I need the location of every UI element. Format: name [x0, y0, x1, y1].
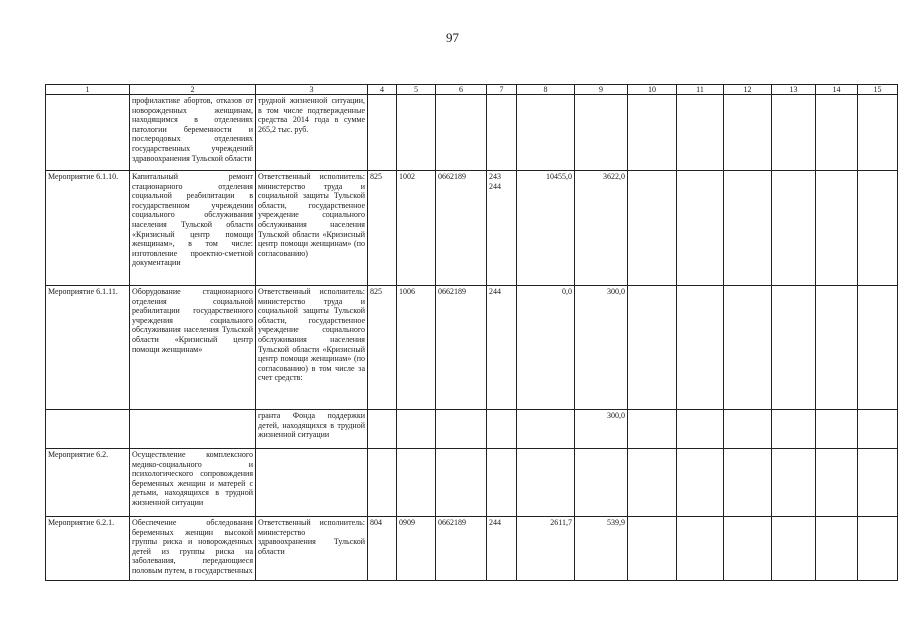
page-number: 97	[446, 30, 459, 45]
cell-col6: 0662189	[436, 171, 487, 286]
column-number: 14	[816, 85, 858, 95]
column-number: 3	[256, 85, 368, 95]
column-number: 13	[772, 85, 816, 95]
cell-col7	[487, 95, 517, 171]
empty-cell	[724, 95, 772, 171]
column-number: 9	[575, 85, 628, 95]
activity-description	[130, 410, 256, 449]
empty-cell	[772, 95, 816, 171]
cell-col6	[436, 449, 487, 517]
empty-cell	[772, 410, 816, 449]
activity-description: Обеспечение обследования беременных женщин высокой группы риска и новорожденных детей из группы риска на заболевания, передающиеся половым путем, в государственных	[130, 517, 256, 581]
empty-cell	[677, 95, 724, 171]
activity-description: Оборудование стационарного отделения социальной реабилитации государственного учреждения социального обслуживания населения Тульской области «Кризисный центр помощи женщинам»	[130, 286, 256, 410]
empty-cell	[677, 449, 724, 517]
cell-col4: 804	[368, 517, 397, 581]
column-number: 11	[677, 85, 724, 95]
table-row	[46, 517, 898, 581]
empty-cell	[677, 517, 724, 581]
column-number: 15	[858, 85, 898, 95]
cell-col7	[487, 449, 517, 517]
responsible-executor: Ответственный исполнитель: министерство труда и социальной защиты Тульской области, государственное учреждение социального обслуживания населения Тульской области «Кризисный центр помощи женщинам» (по согласованию) в том числе за счет средств:	[256, 286, 368, 410]
responsible-executor: Ответственный исполнитель: министерство труда и социальной защиты Тульской области, государственное учреждение социального обслуживания населения Тульской области «Кризисный центр помощи женщинам» (по согласованию)	[256, 171, 368, 286]
activity-description: Осуществление комплексного медико-социального и психологического сопровождения беременных женщин и матерей с детьми, находящихся в трудной жизненной ситуации	[130, 449, 256, 517]
activity-code	[46, 95, 130, 171]
cell-col5	[397, 95, 436, 171]
empty-cell	[816, 449, 858, 517]
activity-code	[46, 410, 130, 449]
cell-col5	[397, 410, 436, 449]
empty-cell	[724, 410, 772, 449]
column-number: 7	[487, 85, 517, 95]
cell-col4: 825	[368, 286, 397, 410]
cell-col4	[368, 449, 397, 517]
cell-col7	[487, 410, 517, 449]
activity-code: Мероприятие 6.1.10.	[46, 171, 130, 286]
cell-col4	[368, 95, 397, 171]
activity-code: Мероприятие 6.2.1.	[46, 517, 130, 581]
cell-col8: 2611,7	[517, 517, 575, 581]
cell-col7: 244	[487, 517, 517, 581]
cell-col5: 1002	[397, 171, 436, 286]
table-row	[46, 410, 898, 449]
cell-col6	[436, 95, 487, 171]
empty-cell	[628, 410, 677, 449]
cell-col9: 539,9	[575, 517, 628, 581]
table-row	[46, 449, 898, 517]
empty-cell	[724, 286, 772, 410]
responsible-executor	[256, 449, 368, 517]
empty-cell	[858, 517, 898, 581]
cell-col8: 10455,0	[517, 171, 575, 286]
cell-col6: 0662189	[436, 286, 487, 410]
empty-cell	[677, 171, 724, 286]
cell-col4: 825	[368, 171, 397, 286]
cell-col6: 0662189	[436, 517, 487, 581]
cell-col8	[517, 449, 575, 517]
table-row	[46, 95, 898, 171]
empty-cell	[724, 171, 772, 286]
empty-cell	[858, 410, 898, 449]
empty-cell	[858, 95, 898, 171]
empty-cell	[816, 95, 858, 171]
column-number: 12	[724, 85, 772, 95]
table-row	[46, 286, 898, 410]
empty-cell	[816, 171, 858, 286]
empty-cell	[772, 286, 816, 410]
cell-col9	[575, 95, 628, 171]
cell-col7: 244	[487, 286, 517, 410]
funding-source: гранта Фонда поддержки детей, находящихся в трудной жизненной ситуации	[256, 410, 368, 449]
cell-col6	[436, 410, 487, 449]
cell-col4	[368, 410, 397, 449]
cell-col9	[575, 449, 628, 517]
empty-cell	[772, 517, 816, 581]
cell-col5: 0909	[397, 517, 436, 581]
cell-col8	[517, 410, 575, 449]
responsible-executor: Ответственный исполнитель: министерство здравоохранения Тульской области	[256, 517, 368, 581]
empty-cell	[628, 449, 677, 517]
cell-col9: 3622,0	[575, 171, 628, 286]
responsible-executor: трудной жизненной ситуации, в том числе подтвержденные средства 2014 года в сумме 265,2 тыс. руб.	[256, 95, 368, 171]
empty-cell	[677, 286, 724, 410]
empty-cell	[816, 286, 858, 410]
empty-cell	[772, 171, 816, 286]
column-number: 6	[436, 85, 487, 95]
column-number: 1	[46, 85, 130, 95]
empty-cell	[677, 410, 724, 449]
column-number: 8	[517, 85, 575, 95]
cell-col5: 1006	[397, 286, 436, 410]
empty-cell	[628, 171, 677, 286]
column-number: 2	[130, 85, 256, 95]
cell-col5	[397, 449, 436, 517]
empty-cell	[858, 449, 898, 517]
empty-cell	[772, 449, 816, 517]
empty-cell	[816, 517, 858, 581]
cell-col9: 300,0	[575, 286, 628, 410]
empty-cell	[628, 286, 677, 410]
cell-col8: 0,0	[517, 286, 575, 410]
empty-cell	[816, 410, 858, 449]
empty-cell	[628, 517, 677, 581]
activity-description: Капитальный ремонт стационарного отделения социальной реабилитации в государственном учреждении социального обслуживания населения Тульской области «Кризисный центр помощи женщинам», в том числе: изготовление проектно-сметной документации	[130, 171, 256, 286]
cell-col8	[517, 95, 575, 171]
column-number: 4	[368, 85, 397, 95]
program-activities-table	[45, 84, 898, 581]
column-number: 10	[628, 85, 677, 95]
empty-cell	[858, 171, 898, 286]
table-row	[46, 171, 898, 286]
empty-cell	[724, 517, 772, 581]
cell-col9: 300,0	[575, 410, 628, 449]
empty-cell	[724, 449, 772, 517]
activity-code: Мероприятие 6.1.11.	[46, 286, 130, 410]
empty-cell	[858, 286, 898, 410]
activity-description: профилактике абортов, отказов от новорожденных женщинам, находящимся в отделениях патологии беременности и послеродовых отделениях государственных учреждений здравоохранения Тульской области	[130, 95, 256, 171]
activity-code: Мероприятие 6.2.	[46, 449, 130, 517]
column-number-row	[46, 85, 898, 95]
column-number: 5	[397, 85, 436, 95]
empty-cell	[628, 95, 677, 171]
cell-col7: 243 244	[487, 171, 517, 286]
